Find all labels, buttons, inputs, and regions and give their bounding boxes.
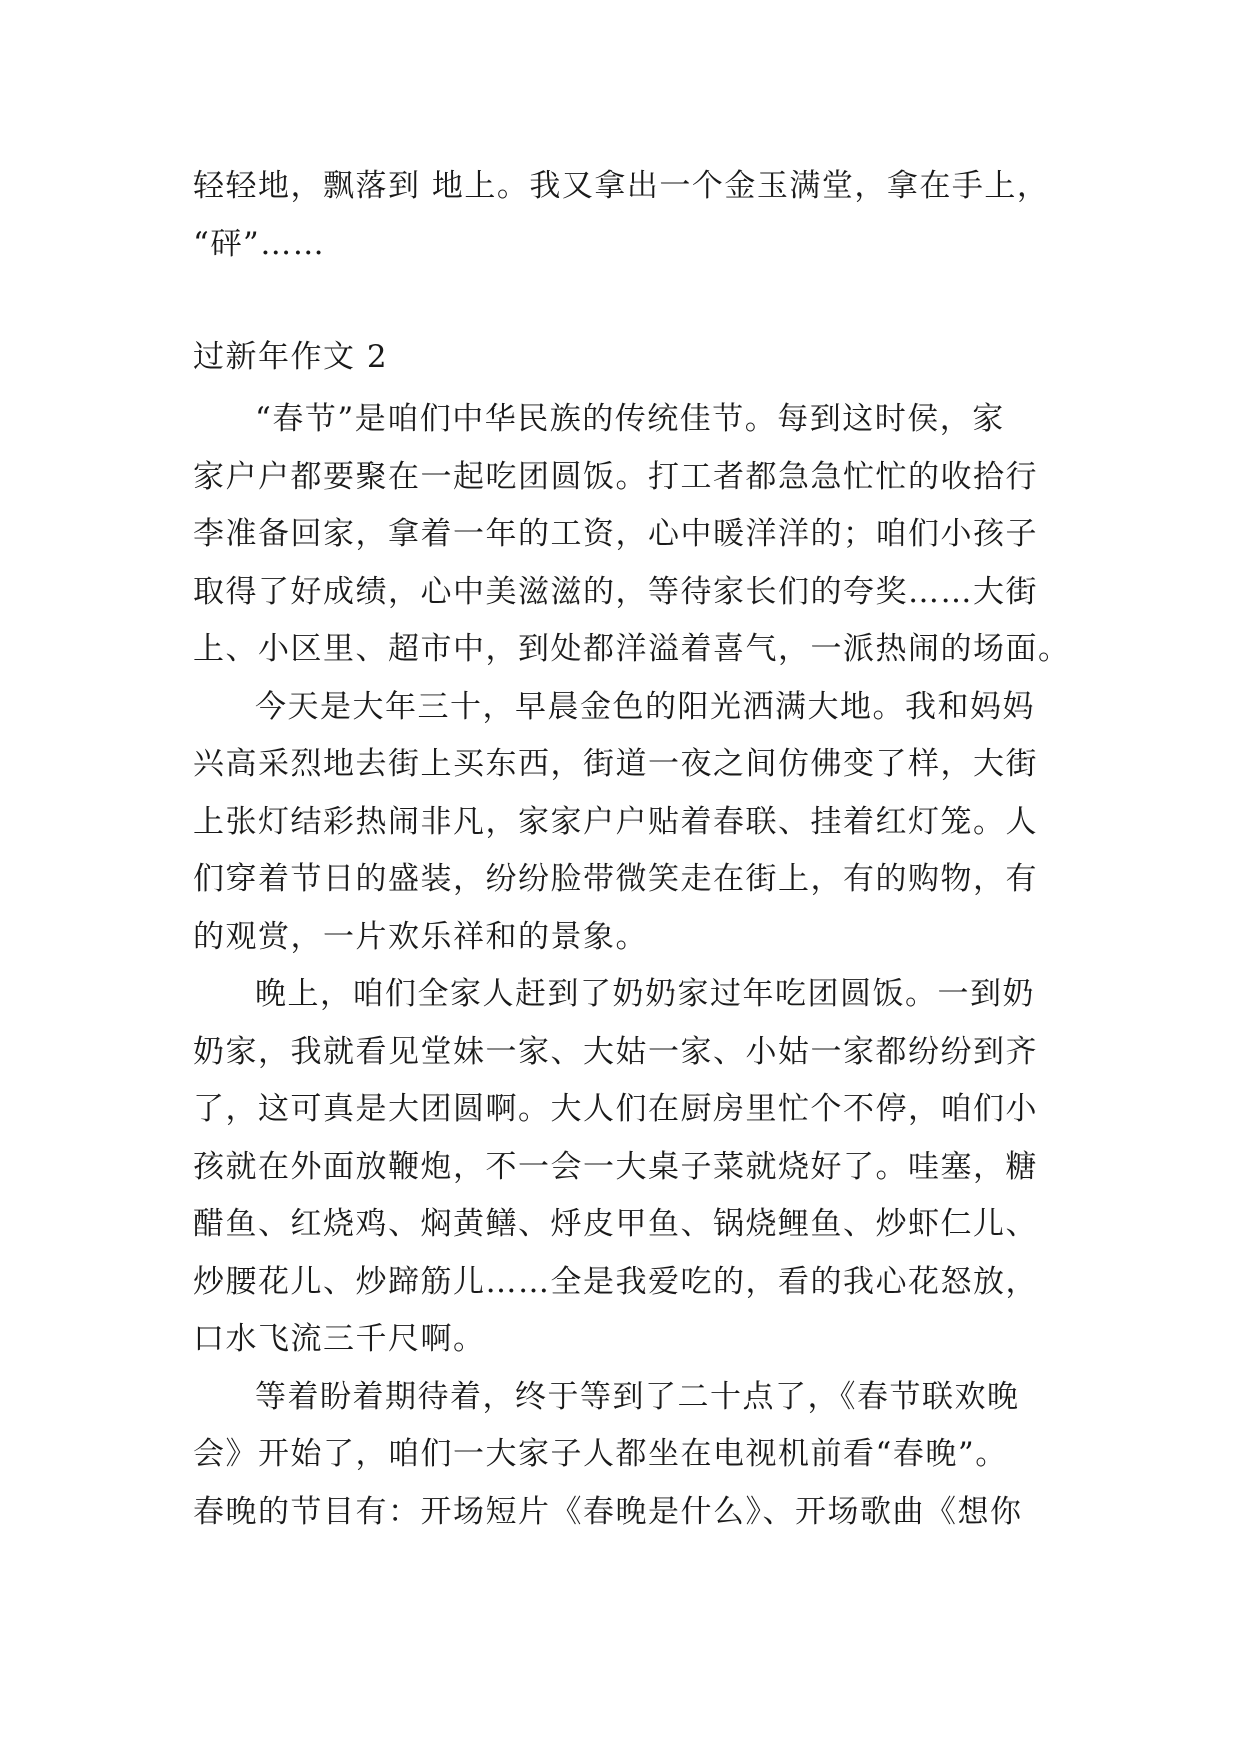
- text-line: 了，这可真是大团圆啊。大人们在厨房里忙个不停，咱们小: [193, 1091, 1038, 1127]
- text-line: 醋鱼、红烧鸡、焖黄鳝、烀皮甲鱼、锅烧鲤鱼、炒虾仁儿、: [193, 1206, 1038, 1242]
- text-line: 口水飞流三千尺啊。: [193, 1321, 486, 1357]
- text-line: 会》开始了，咱们一大家子人都坐在电视机前看“春晚”。: [193, 1436, 1008, 1472]
- text-line: 取得了好成绩，心中美滋滋的，等待家长们的夸奖……大街: [193, 573, 1038, 610]
- intro-paragraph: [193, 158, 1073, 273]
- text-line: “砰”……: [193, 225, 326, 262]
- text-line: 的观赏，一片欢乐祥和的景象。: [193, 918, 648, 955]
- paragraph-first-line: “春节”是咱们中华民族的传统佳节。每到这时侯，家: [255, 401, 1005, 437]
- text-line: 上张灯结彩热闹非凡，家家户户贴着春联、挂着红灯笼。人: [193, 803, 1038, 840]
- text-line: 兴高采烈地去街上买东西，街道一夜之间仿佛变了样，大街: [193, 746, 1038, 782]
- paragraph-first-line: 今天是大年三十，早晨金色的阳光洒满大地。我和妈妈: [255, 688, 1035, 725]
- text-line: 李准备回家，拿着一年的工资，心中暖洋洋的；咱们小孩子: [193, 516, 1038, 552]
- essay-title: 过新年作文 2: [193, 339, 389, 375]
- essay-body: [193, 391, 1073, 1541]
- text-line: 家户户都要聚在一起吃团圆饭。打工者都急急忙忙的收拾行: [193, 458, 1038, 495]
- text-line: 春晚的节目有：开场短片《春晚是什么》、开场歌曲《想你: [193, 1493, 1023, 1530]
- text-line: 们穿着节日的盛装，纷纷脸带微笑走在街上，有的购物，有: [193, 861, 1038, 897]
- text-line: 上、小区里、超市中，到处都洋溢着喜气，一派热闹的场面。: [193, 631, 1071, 667]
- text-line: 奶家，我就看见堂妹一家、大姑一家、小姑一家都纷纷到齐: [193, 1033, 1038, 1070]
- text-line: 孩就在外面放鞭炮，不一会一大桌子菜就烧好了。哇塞，糖: [193, 1148, 1038, 1185]
- text-line: 炒腰花儿、炒蹄筋儿……全是我爱吃的，看的我心花怒放，: [193, 1263, 1038, 1300]
- paragraph-first-line: 等着盼着期待着，终于等到了二十点了，《春节联欢晚: [255, 1378, 1020, 1415]
- text-line: 轻轻地，飘落到 地上。我又拿出一个金玉满堂，拿在手上，: [193, 168, 1050, 204]
- paragraph-first-line: 晚上，咱们全家人赶到了奶奶家过年吃团圆饭。一到奶: [255, 976, 1035, 1012]
